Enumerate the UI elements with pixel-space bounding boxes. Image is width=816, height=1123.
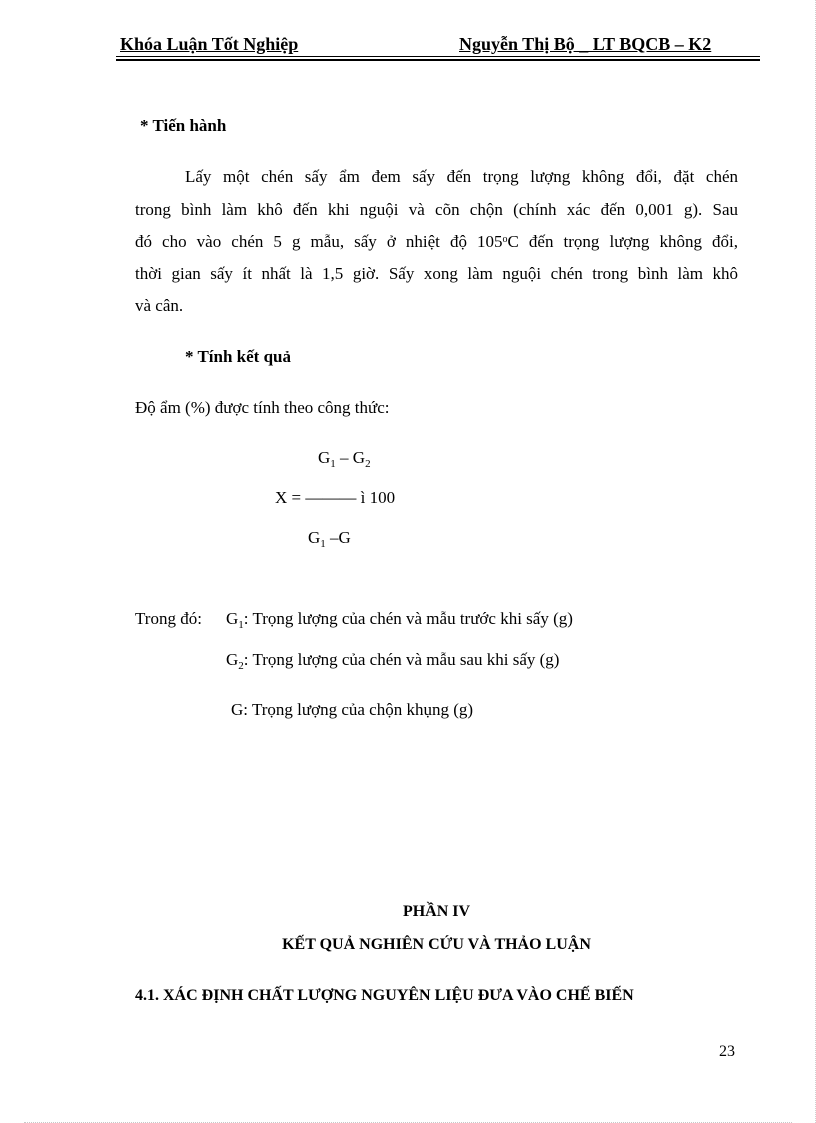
- definition-g1: [226, 609, 573, 629]
- formula-minus: – G: [335, 448, 366, 467]
- procedure-line-3: [135, 232, 738, 252]
- procedure-line-4: thời gian sấy ít nhất là 1,5 giờ. Sấy xong làm nguội chén trong bình làm khô: [135, 264, 738, 283]
- procedure-line-3-before: đó cho vào chén 5 g mẫu, sấy ở nhiệt độ 105: [135, 232, 503, 251]
- definitions-label: Trong đó:: [135, 609, 202, 628]
- header-right: Nguyễn Thị Bộ _ LT BQCB – K2: [459, 34, 712, 54]
- page-number: 23: [719, 1043, 735, 1060]
- degree-symbol: o: [502, 234, 508, 245]
- formula-sub: 1: [330, 458, 336, 470]
- definition-g2: [226, 650, 559, 670]
- g1-symbol: G: [226, 609, 239, 628]
- g2-text: : Trọng lượng của chén và mẫu sau khi sấy (g): [243, 650, 560, 669]
- formula-sub: 2: [365, 458, 371, 470]
- header-left: Khóa Luận Tốt Nghiệp: [120, 34, 299, 54]
- procedure-heading: * Tiến hành: [140, 116, 227, 135]
- formula-main: X = ——— ì 100: [275, 488, 396, 507]
- section-heading: 4.1. XÁC ĐỊNH CHẤT LƯỢNG NGUYÊN LIỆU ĐƯA VÀO CHẾ BIẾN: [135, 987, 634, 1004]
- g1-sub: 1: [238, 619, 244, 631]
- procedure-line-5: và cân.: [135, 296, 184, 315]
- formula-numerator: [318, 448, 371, 468]
- formula-g: G: [318, 448, 331, 467]
- part-subtitle: KẾT QUẢ NGHIÊN CỨU VÀ THẢO LUẬN: [282, 936, 591, 953]
- formula-g: G: [308, 528, 321, 547]
- header-rule-thick: [116, 59, 760, 61]
- procedure-line-3-after: C đến trọng lượng không đổi,: [507, 232, 739, 251]
- formula-sub: 1: [320, 538, 326, 550]
- formula-denominator: [308, 528, 351, 548]
- procedure-line-2: trong bình làm khô đến khi nguội và cõn chộn (chính xác đến 0,001 g). Sau: [135, 200, 738, 219]
- definition-g: G: Trọng lượng của chộn khụng (g): [231, 700, 474, 719]
- g2-symbol: G: [226, 650, 239, 669]
- g1-text: : Trọng lượng của chén và mẫu trước khi sấy (g): [243, 609, 573, 628]
- header-rule: [116, 56, 760, 57]
- procedure-line-1: Lấy một chén sấy ẩm đem sấy đến trọng lượng không đổi, đặt chén: [185, 167, 738, 186]
- result-heading: * Tính kết quả: [185, 347, 291, 366]
- result-intro: Độ ẩm (%) được tính theo công thức:: [135, 398, 390, 417]
- part-title: PHẦN IV: [402, 903, 471, 920]
- formula-rest: –G: [325, 528, 351, 547]
- g2-sub: 2: [238, 660, 244, 672]
